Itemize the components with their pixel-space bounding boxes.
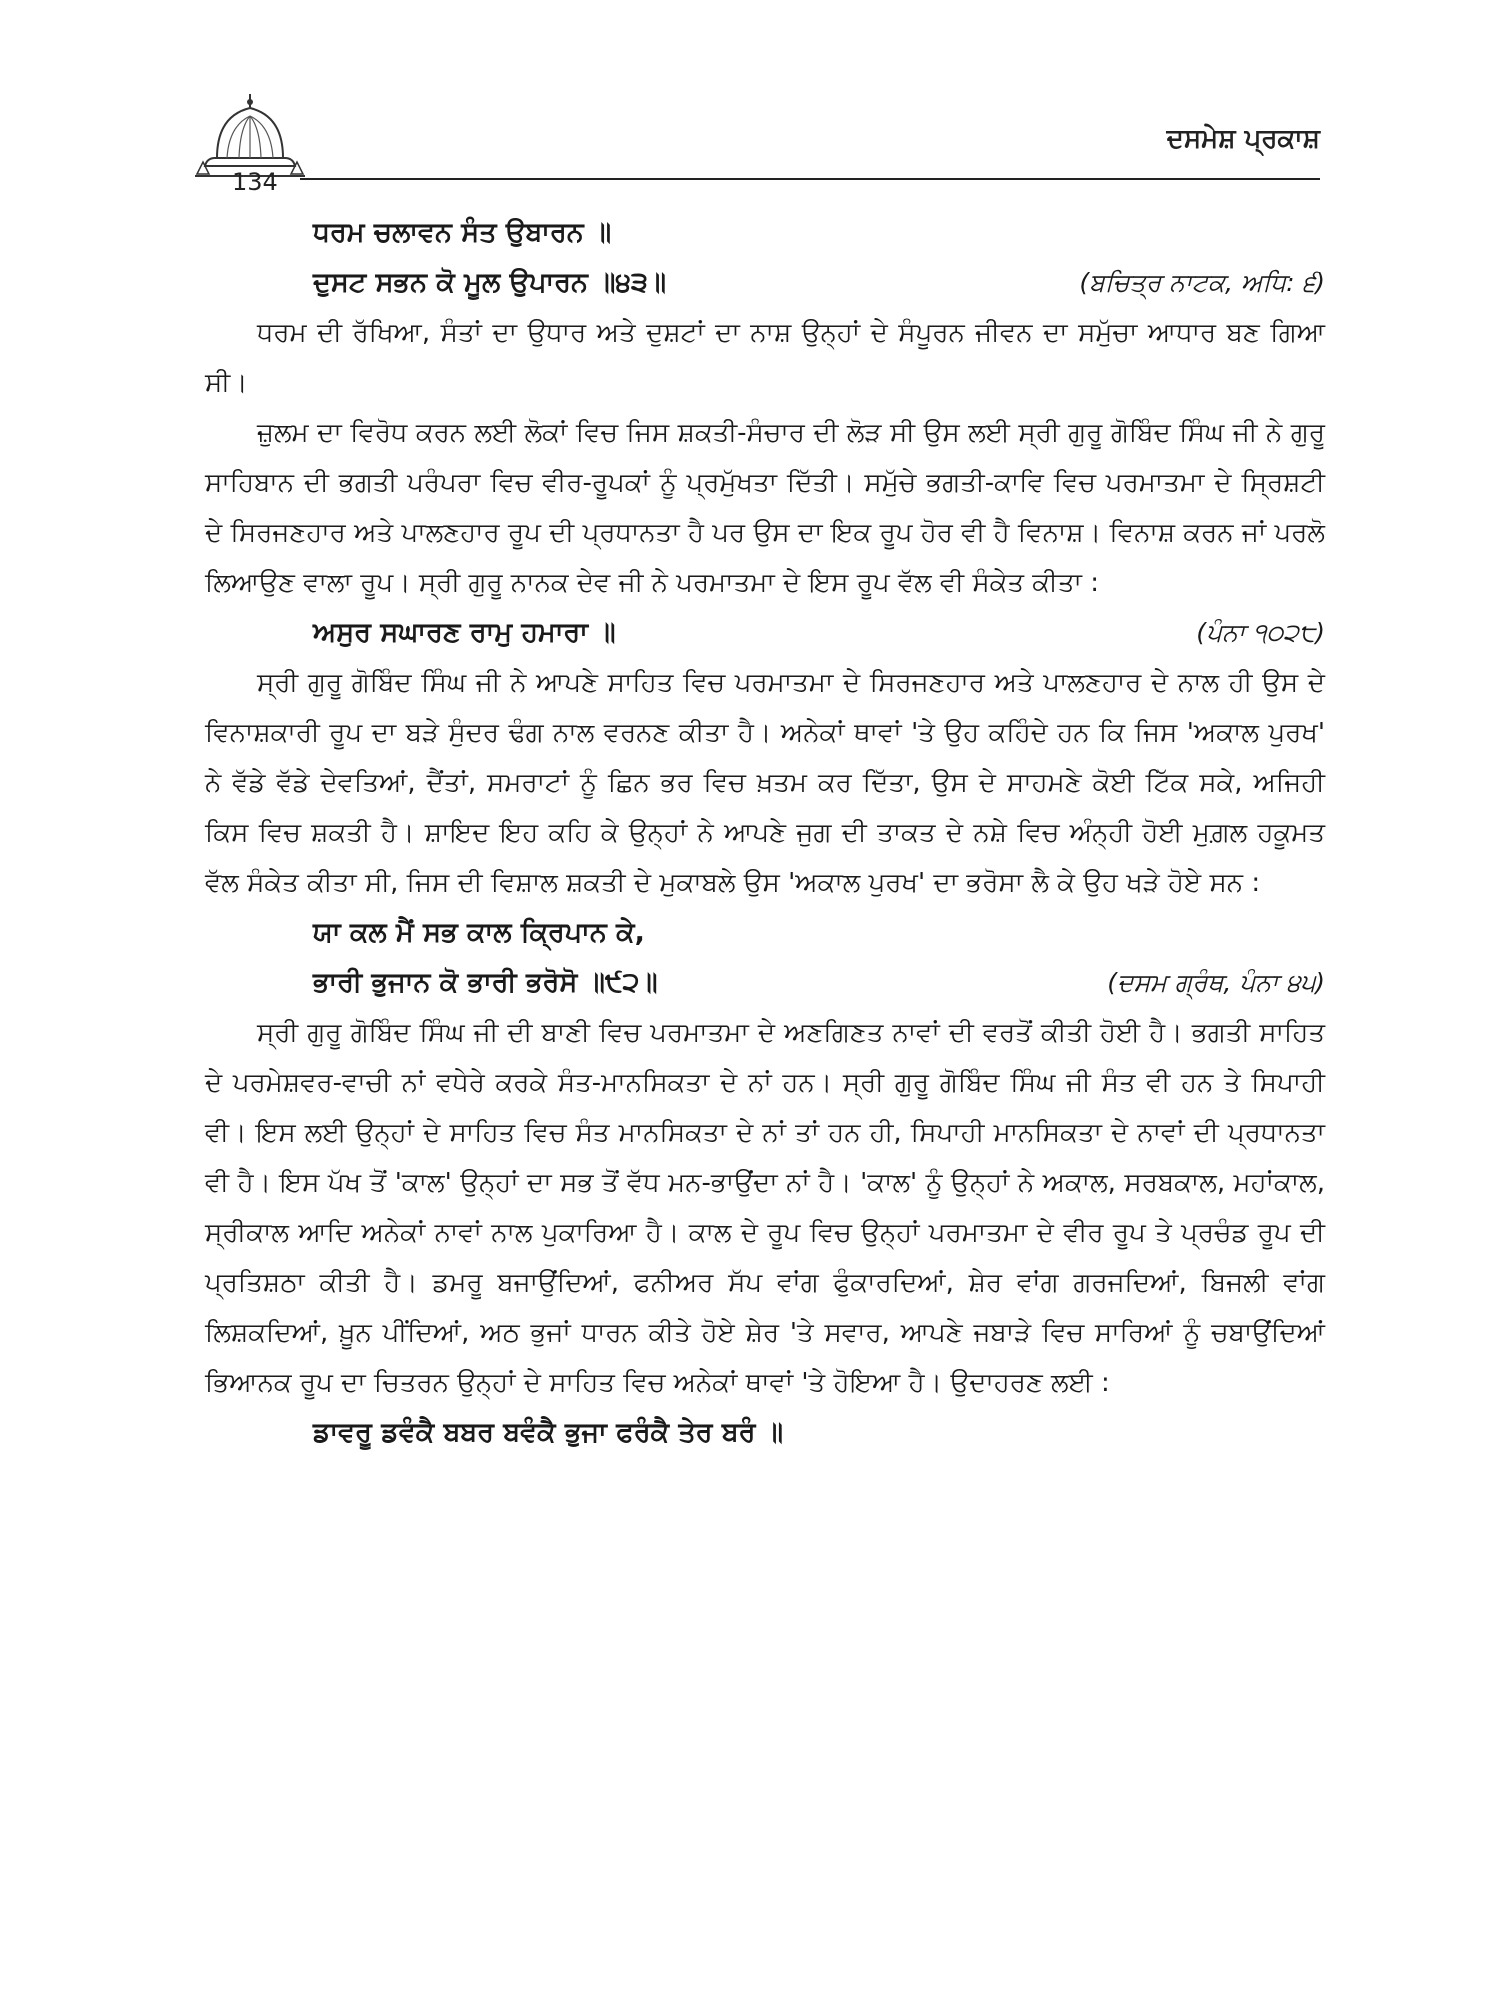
paragraph: ਜ਼ੁਲਮ ਦਾ ਵਿਰੋਧ ਕਰਨ ਲਈ ਲੋਕਾਂ ਵਿਚ ਜਿਸ ਸ਼ਕਤੀ-ਸੰਚਾਰ ਦੀ ਲੋੜ ਸੀ ਉਸ ਲਈ ਸ੍ਰੀ ਗੁਰੂ ਗੋਬਿੰਦ ਸਿੰਘ ਜੀ ਨੇ ਗੁਰੂ ਸਾਹਿਬਾਨ ਦੀ ਭਗਤੀ ਪਰੰਪਰਾ ਵਿਚ ਵੀਰ-ਰੂਪਕਾਂ ਨੂੰ ਪ੍ਰਮੁੱਖਤਾ ਦਿੱਤੀ। ਸਮੁੱਚੇ ਭਗਤੀ-ਕਾਵਿ ਵਿਚ ਪਰਮਾਤਮਾ ਦੇ ਸ੍ਰਿਸ਼ਟੀ ਦੇ ਸਿਰਜਣਹਾਰ ਅਤੇ ਪਾਲਣਹਾਰ ਰੂਪ ਦੀ ਪ੍ਰਧਾਨਤਾ ਹੈ ਪਰ ਉਸ ਦਾ ਇਕ ਰੂਪ ਹੋਰ ਵੀ ਹੈ ਵਿਨਾਸ਼। ਵਿਨਾਸ਼ ਕਰਨ ਜਾਂ ਪਰਲੋ ਲਿਆਉਣ ਵਾਲਾ ਰੂਪ। ਸ੍ਰੀ ਗੁਰੂ ਨਾਨਕ ਦੇਵ ਜੀ ਨੇ ਪਰਮਾਤਮਾ ਦੇ ਇਸ ਰੂਪ ਵੱਲ ਵੀ ਸੰਕੇਤ ਕੀਤਾ :: [205, 418, 1325, 598]
page-body: [205, 208, 1325, 1458]
paragraph: ਸ੍ਰੀ ਗੁਰੂ ਗੋਬਿੰਦ ਸਿੰਘ ਜੀ ਦੀ ਬਾਣੀ ਵਿਚ ਪਰਮਾਤਮਾ ਦੇ ਅਣਗਿਣਤ ਨਾਵਾਂ ਦੀ ਵਰਤੋਂ ਕੀਤੀ ਹੋਈ ਹੈ। ਭਗਤੀ ਸਾਹਿਤ ਦੇ ਪਰਮੇਸ਼ਵਰ-ਵਾਚੀ ਨਾਂ ਵਧੇਰੇ ਕਰਕੇ ਸੰਤ-ਮਾਨਸਿਕਤਾ ਦੇ ਨਾਂ ਹਨ। ਸ੍ਰੀ ਗੁਰੂ ਗੋਬਿੰਦ ਸਿੰਘ ਜੀ ਸੰਤ ਵੀ ਹਨ ਤੇ ਸਿਪਾਹੀ ਵੀ। ਇਸ ਲਈ ਉਨ੍ਹਾਂ ਦੇ ਸਾਹਿਤ ਵਿਚ ਸੰਤ ਮਾਨਸਿਕਤਾ ਦੇ ਨਾਂ ਤਾਂ ਹਨ ਹੀ, ਸਿਪਾਹੀ ਮਾਨਸਿਕਤਾ ਦੇ ਨਾਵਾਂ ਦੀ ਪ੍ਰਧਾਨਤਾ ਵੀ ਹੈ। ਇਸ ਪੱਖ ਤੋਂ 'ਕਾਲ' ਉਨ੍ਹਾਂ ਦਾ ਸਭ ਤੋਂ ਵੱਧ ਮਨ-ਭਾਉਂਦਾ ਨਾਂ ਹੈ। 'ਕਾਲ' ਨੂੰ ਉਨ੍ਹਾਂ ਨੇ ਅਕਾਲ, ਸਰਬਕਾਲ, ਮਹਾਂਕਾਲ, ਸ੍ਰੀਕਾਲ ਆਦਿ ਅਨੇਕਾਂ ਨਾਵਾਂ ਨਾਲ ਪੁਕਾਰਿਆ ਹੈ। ਕਾਲ ਦੇ ਰੂਪ ਵਿਚ ਉਨ੍ਹਾਂ ਪਰਮਾਤਮਾ ਦੇ ਵੀਰ ਰੂਪ ਤੇ ਪ੍ਰਚੰਡ ਰੂਪ ਦੀ ਪ੍ਰਤਿਸ਼ਠਾ ਕੀਤੀ ਹੈ। ਡਮਰੂ ਬਜਾਉਂਦਿਆਂ, ਫਨੀਅਰ ਸੱਪ ਵਾਂਗ ਫੁੰਕਾਰਦਿਆਂ, ਸ਼ੇਰ ਵਾਂਗ ਗਰਜਦਿਆਂ, ਬਿਜਲੀ ਵਾਂਗ ਲਿਸ਼ਕਦਿਆਂ, ਖ਼ੂਨ ਪੀਂਦਿਆਂ, ਅਠ ਭੁਜਾਂ ਧਾਰਨ ਕੀਤੇ ਹੋਏ ਸ਼ੇਰ 'ਤੇ ਸਵਾਰ, ਆਪਣੇ ਜਬਾੜੇ ਵਿਚ ਸਾਰਿਆਂ ਨੂੰ ਚਬਾਉਂਦਿਆਂ ਭਿਆਨਕ ਰੂਪ ਦਾ ਚਿਤਰਨ ਉਨ੍ਹਾਂ ਦੇ ਸਾਹਿਤ ਵਿਚ ਅਨੇਕਾਂ ਥਾਵਾਂ 'ਤੇ ਹੋਇਆ ਹੈ। ਉਦਾਹਰਣ ਲਈ :: [205, 1018, 1325, 1398]
verse-reference: (ਬਚਿਤ੍ਰ ਨਾਟਕ, ਅਧਿ: ੬): [1079, 268, 1325, 297]
page-header: [0, 0, 1500, 200]
gurdwara-dome-icon: [195, 88, 305, 180]
verse-text: ਦੁਸਟ ਸਭਨ ਕੋ ਮੂਲ ਉਪਾਰਨ ॥੪੩॥: [313, 267, 667, 298]
verse-text: ਡਾਵਰੂ ਡਵੰਕੈ ਬਬਰ ਬਵੰਕੈ ਭੁਜਾ ਫਰੰਕੈ ਤੇਰ ਬਰੰ ॥: [313, 1417, 784, 1448]
verse-quote: [205, 908, 1325, 1008]
verse-line: [205, 908, 1325, 958]
verse-text: ਧਰਮ ਚਲਾਵਨ ਸੰਤ ਉਬਾਰਨ ॥: [313, 217, 612, 248]
header-rule: [300, 178, 1320, 180]
verse-reference: (ਪੰਨਾ ੧੦੨੮): [1196, 618, 1325, 647]
verse-quote: [205, 1408, 1325, 1458]
verse-line: [205, 1408, 1325, 1458]
verse-quote: [205, 608, 1325, 658]
verse-reference: (ਦਸਮ ਗ੍ਰੰਥ, ਪੰਨਾ ੪੫): [1107, 968, 1325, 997]
verse-text: ਭਾਰੀ ਭੁਜਾਨ ਕੋ ਭਾਰੀ ਭਰੋਸੋ ॥੯੨॥: [313, 967, 658, 998]
verse-line: [205, 208, 1325, 258]
verse-text: ਅਸੁਰ ਸਘਾਰਣ ਰਾਮੁ ਹਮਾਰਾ ॥: [313, 617, 616, 648]
running-title: ਦਸਮੇਸ਼ ਪ੍ਰਕਾਸ਼: [1166, 124, 1320, 154]
paragraph: ਸ੍ਰੀ ਗੁਰੂ ਗੋਬਿੰਦ ਸਿੰਘ ਜੀ ਨੇ ਆਪਣੇ ਸਾਹਿਤ ਵਿਚ ਪਰਮਾਤਮਾ ਦੇ ਸਿਰਜਣਹਾਰ ਅਤੇ ਪਾਲਣਹਾਰ ਦੇ ਨਾਲ ਹੀ ਉਸ ਦੇ ਵਿਨਾਸ਼ਕਾਰੀ ਰੂਪ ਦਾ ਬੜੇ ਸੁੰਦਰ ਢੰਗ ਨਾਲ ਵਰਨਣ ਕੀਤਾ ਹੈ। ਅਨੇਕਾਂ ਥਾਵਾਂ 'ਤੇ ਉਹ ਕਹਿੰਦੇ ਹਨ ਕਿ ਜਿਸ 'ਅਕਾਲ ਪੁਰਖ' ਨੇ ਵੱਡੇ ਵੱਡੇ ਦੇਵਤਿਆਂ, ਦੈਂਤਾਂ, ਸਮਰਾਟਾਂ ਨੂੰ ਛਿਨ ਭਰ ਵਿਚ ਖ਼ਤਮ ਕਰ ਦਿੱਤਾ, ਉਸ ਦੇ ਸਾਹਮਣੇ ਕੋਈ ਟਿੱਕ ਸਕੇ, ਅਜਿਹੀ ਕਿਸ ਵਿਚ ਸ਼ਕਤੀ ਹੈ। ਸ਼ਾਇਦ ਇਹ ਕਹਿ ਕੇ ਉਨ੍ਹਾਂ ਨੇ ਆਪਣੇ ਜੁਗ ਦੀ ਤਾਕਤ ਦੇ ਨਸ਼ੇ ਵਿਚ ਅੰਨ੍ਹੀ ਹੋਈ ਮੁਗ਼ਲ ਹਕੂਮਤ ਵੱਲ ਸੰਕੇਤ ਕੀਤਾ ਸੀ, ਜਿਸ ਦੀ ਵਿਸ਼ਾਲ ਸ਼ਕਤੀ ਦੇ ਮੁਕਾਬਲੇ ਉਸ 'ਅਕਾਲ ਪੁਰਖ' ਦਾ ਭਰੋਸਾ ਲੈ ਕੇ ਉਹ ਖੜੇ ਹੋਏ ਸਨ :: [205, 668, 1325, 898]
verse-line: [205, 258, 1325, 308]
verse-line: [205, 958, 1325, 1008]
verse-line: [205, 608, 1325, 658]
verse-text: ਯਾ ਕਲ ਮੈਂ ਸਭ ਕਾਲ ਕ੍ਰਿਪਾਨ ਕੇ,: [313, 917, 645, 948]
paragraph: ਧਰਮ ਦੀ ਰੱਖਿਆ, ਸੰਤਾਂ ਦਾ ਉਧਾਰ ਅਤੇ ਦੁਸ਼ਟਾਂ ਦਾ ਨਾਸ਼ ਉਨ੍ਹਾਂ ਦੇ ਸੰਪੂਰਨ ਜੀਵਨ ਦਾ ਸਮੁੱਚਾ ਆਧਾਰ ਬਣ ਗਿਆ ਸੀ।: [205, 318, 1325, 398]
page-number: 134: [232, 168, 278, 196]
verse-quote: [205, 208, 1325, 308]
